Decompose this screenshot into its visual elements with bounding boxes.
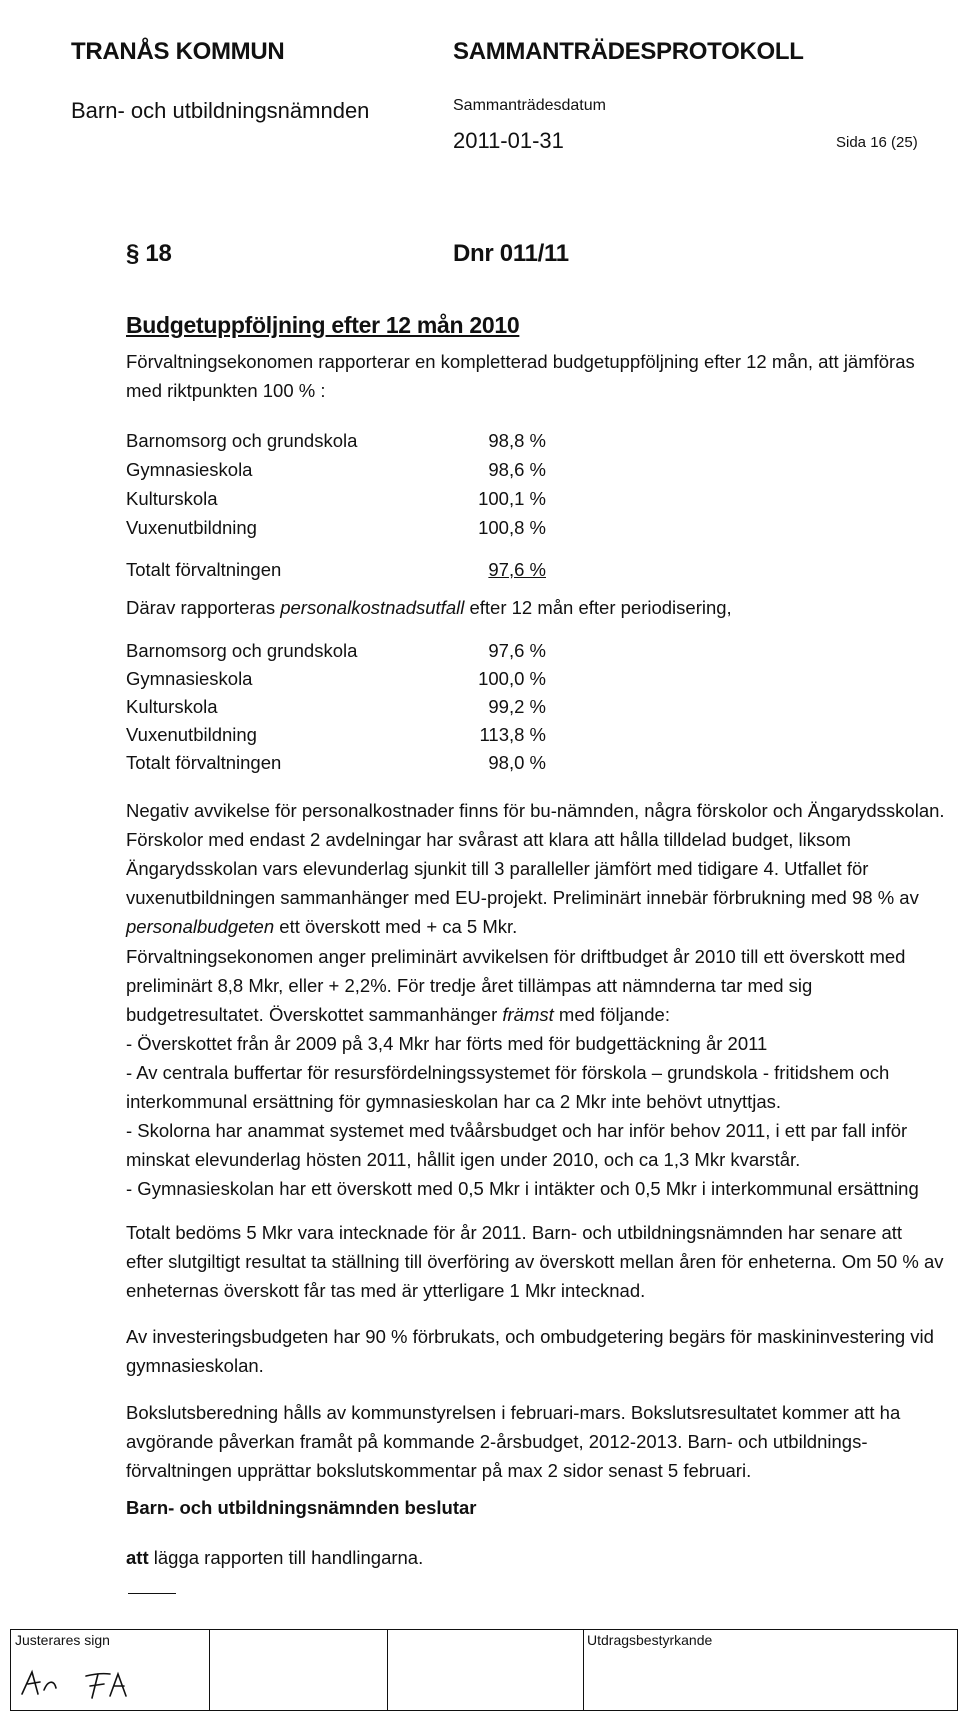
date-label: Sammanträdesdatum [453, 97, 606, 114]
budget-row [126, 488, 546, 517]
signature-cell [209, 1630, 388, 1710]
budget-row [126, 430, 546, 459]
text-line: - Av centrala buffertar för resursfördelningssystemet för förskola – grundskola - fritidshem och [126, 1062, 890, 1083]
document-type: SAMMANTRÄDESPROTOKOLL [453, 38, 804, 65]
decision-text [126, 1547, 423, 1569]
text-line: Negativ avvikelse för personalkostnader finns för bu-nämnden, några förskolor och Ängarydsskolan. [126, 800, 945, 821]
row-value: 97,6 % [488, 640, 546, 661]
text-segment: lägga rapporten till handlingarna. [148, 1547, 424, 1568]
page-number: Sida 16 (25) [836, 134, 918, 151]
text-line: Ängarydsskolan vars elevunderlag sjunkit till 3 paralleller jämfört med tidigare 4. Utfallet för [126, 858, 869, 879]
text-line: avgörande påverkan framåt på kommande 2-årsbudget, 2012-2013. Barn- och utbildnings- [126, 1431, 868, 1452]
personnel-cost-intro [126, 597, 732, 619]
text-line: Förvaltningsekonomen rapporterar en kompletterad budgetuppföljning efter 12 mån, att jämföras [126, 351, 915, 372]
paragraph-number: § 18 [126, 240, 172, 267]
row-value: 99,2 % [488, 696, 546, 717]
deviation-paragraph [126, 796, 956, 941]
text-line: efter slutgiltigt resultat ta ställning till överföring av överskott mellan åren för enheterna. Om 50 % av [126, 1251, 944, 1272]
meeting-date: 2011-01-31 [453, 128, 564, 153]
personnel-row [126, 668, 546, 697]
section-title: Budgetuppföljning efter 12 mån 2010 [126, 312, 520, 338]
signature-cell [387, 1630, 584, 1710]
justerares-sign-label: Justerares sign [15, 1632, 110, 1648]
personnel-row [126, 724, 546, 753]
text-line: vuxenutbildningen sammanhänger med EU-projekt. Preliminärt innebär förbrukning med 98 % av [126, 887, 919, 908]
text-segment: med följande: [553, 1004, 670, 1025]
row-label: Gymnasieskola [126, 668, 253, 689]
text-line: gymnasieskolan. [126, 1355, 264, 1376]
row-value: 97,6 % [488, 559, 546, 580]
text-line: Bokslutsberedning hålls av kommunstyrelsen i februari-mars. Bokslutsresultatet kommer att ha [126, 1402, 901, 1423]
surplus-paragraph [126, 942, 956, 1203]
text-segment: ett överskott med + ca 5 Mkr. [274, 916, 518, 937]
row-value: 98,0 % [488, 752, 546, 773]
row-value: 98,6 % [488, 459, 546, 480]
text-line: - Skolorna har anammat systemet med tvåårsbudget och har inför behov 2011, i ett par fall inför [126, 1120, 908, 1141]
personnel-row [126, 696, 546, 725]
budget-total-row [126, 559, 546, 588]
text-segment-italic: främst [502, 1004, 554, 1025]
row-label: Kulturskola [126, 696, 218, 717]
row-value: 98,8 % [488, 430, 546, 451]
text-segment-italic: personalkostnadsutfall [280, 597, 465, 618]
text-line: förvaltningen upprättar bokslutskommentar på max 2 sidor senast 5 februari. [126, 1460, 752, 1481]
dnr-number: Dnr 011/11 [453, 240, 569, 267]
investment-paragraph [126, 1322, 956, 1380]
row-label: Totalt förvaltningen [126, 752, 282, 773]
text-line: interkommunal ersättning för gymnasieskolan har ca 2 Mkr inte behövt utnyttjas. [126, 1091, 782, 1112]
budget-row [126, 459, 546, 488]
text-line: - Gymnasieskolan har ett överskott med 0,5 Mkr i intäkter och 0,5 Mkr i interkommunal ersättning [126, 1178, 919, 1199]
row-value: 100,0 % [478, 668, 546, 689]
municipality-name: TRANÅS KOMMUN [71, 38, 285, 65]
row-label: Vuxenutbildning [126, 517, 257, 538]
row-label: Vuxenutbildning [126, 724, 257, 745]
text-line: Totalt bedöms 5 Mkr vara intecknade för år 2011. Barn- och utbildningsnämnden har senare att [126, 1222, 903, 1243]
text-line: Av investeringsbudgeten har 90 % förbrukats, och ombudgetering begärs för maskininvestering vid [126, 1326, 934, 1347]
decision-heading: Barn- och utbildningsnämnden beslutar [126, 1497, 477, 1518]
text-segment-italic: personalbudgeten [126, 916, 275, 937]
utdrag-label: Utdragsbestyrkande [587, 1632, 713, 1648]
utdrag-cell [583, 1630, 957, 1710]
row-label: Barnomsorg och grundskola [126, 430, 358, 451]
reservation-paragraph [126, 1218, 956, 1305]
text-line: enheternas överskott får tas med är ytterligare 1 Mkr intecknad. [126, 1280, 646, 1301]
handwritten-initials [14, 1664, 164, 1704]
text-line: - Överskottet från år 2009 på 3,4 Mkr har förts med för budgettäckning år 2011 [126, 1033, 768, 1054]
text-line: med riktpunkten 100 % : [126, 380, 326, 401]
text-line [126, 912, 956, 941]
row-label: Kulturskola [126, 488, 218, 509]
text-segment: efter 12 mån efter periodisering, [464, 597, 732, 618]
text-segment: budgetresultatet. Överskottet sammanhänger [126, 1004, 503, 1025]
row-label: Gymnasieskola [126, 459, 253, 480]
budget-row [126, 517, 546, 546]
row-value: 113,8 % [479, 724, 546, 745]
personnel-row [126, 640, 546, 669]
closing-paragraph [126, 1398, 956, 1485]
committee-name: Barn- och utbildningsnämnden [71, 98, 370, 123]
text-line [126, 1000, 956, 1029]
row-value: 100,1 % [478, 488, 546, 509]
text-line: preliminärt 8,8 Mkr, eller + 2,2%. För tredje året tillämpas att nämnderna tar med sig [126, 975, 813, 996]
personnel-row [126, 752, 546, 781]
text-line: Förvaltningsekonomen anger preliminärt avvikelsen för driftbudget år 2010 till ett överskott med [126, 946, 906, 967]
intro-text [126, 347, 956, 405]
row-label: Barnomsorg och grundskola [126, 640, 358, 661]
text-segment: Därav rapporteras [126, 597, 281, 618]
text-line: Förskolor med endast 2 avdelningar har svårast att klara att hålla tilldelad budget, liksom [126, 829, 851, 850]
text-line: minskat elevunderlag hösten 2011, hållit igen under 2010, och ca 1,3 Mkr kvarstår. [126, 1149, 801, 1170]
row-value: 100,8 % [478, 517, 546, 538]
end-divider [128, 1593, 176, 1594]
row-label: Totalt förvaltningen [126, 559, 282, 580]
text-segment-bold: att [126, 1547, 149, 1568]
